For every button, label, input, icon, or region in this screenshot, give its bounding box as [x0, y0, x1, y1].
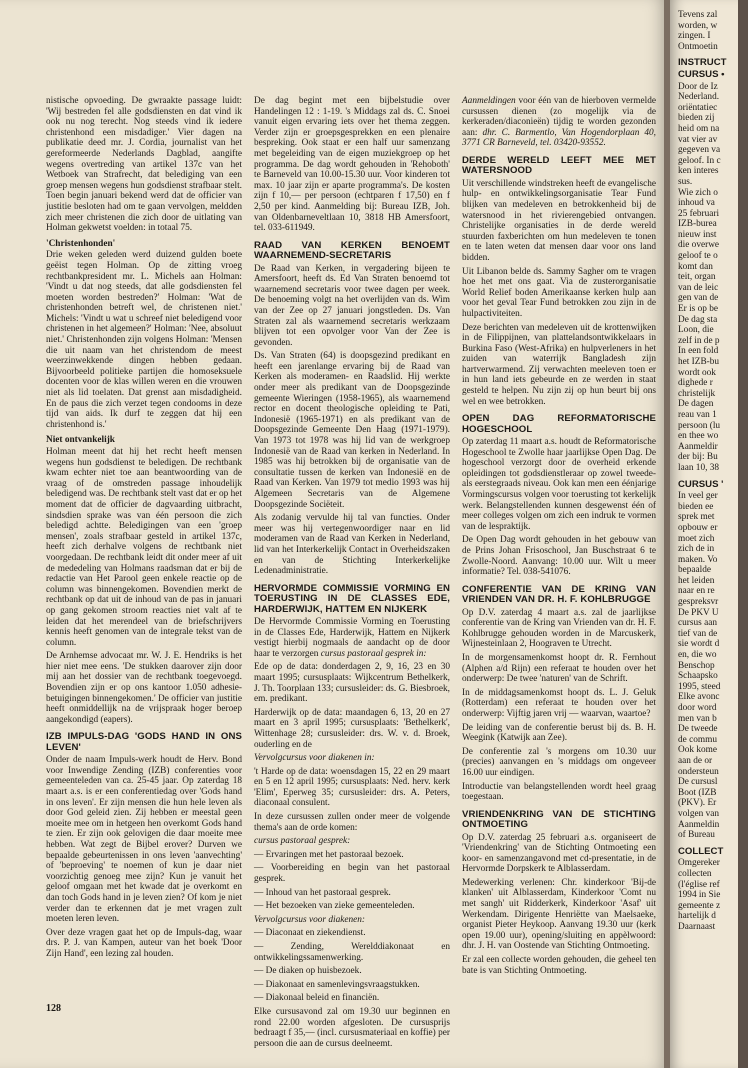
article-paragraph: De leiding van de conferentie berust bij ds. B. H. Weegink (Katwijk aan Zee). [462, 722, 656, 744]
article-paragraph: Onder de naam Impuls-werk houdt de Herv. Bond voor Inwendige Zending (IZB) conferenties voor gemeenteleden van ca. 25-45 jaar. Op zaterdag 18 maart a.s. is er een conferentiedag over 'Gods hand in ons leven'. Er zijn mensen die hun hele leven als door God geleid zien. Zij hebben er meestal geen moeite mee om in hetgeen hen overkomt Gods hand te zien. Er zijn ook gelovigen die daar moeite mee hebben. Wat zegt de Bijbel erover? Durven we bepaalde gebeurtenissen in ons leven 'aanvechting' of 'beproeving' te noemen of kun je daar niet voorzichtig genoeg mee zijn? Kun je vanuit het geloof omgaan met het kwade dat je overkomt en dan toch Gods hand in je leven zien? Of kom je niet verder dan te erkennen dat je met vragen zult moeten leren leven. [46, 755, 242, 925]
line-group [678, 10, 748, 52]
article-paragraph: Uit verschillende windstreken heeft de evangelische hulp- en ontwikkelingsorganisatie Tear Fund blijken van medeleven en betrokkenheid bij de watersnood in het rivierengebied ontvangen. Christelijke organisaties in de derde wereld stuurden faxberichten om hun medeleven te tonen en te laten weten dat mensen daar voor ons land bidden. [462, 178, 656, 263]
article-heading: CURSUS • [678, 68, 725, 80]
article-paragraph: Over deze vragen gaat het op de Impuls-dag, waar drs. P. J. van Kampen, auteur van het boek 'Door Zijn Hand', een lezing zal houden. [46, 927, 242, 959]
article-paragraph: Op D.V. zaterdag 4 maart a.s. zal de jaarlijkse conferentie van de Kring van Vrienden van dr. H. F. Kohlbrugge gehouden worden in de Marcuskerk, Wijnesteinlaan 2, Hoograven te Utrecht. [462, 607, 656, 650]
article-paragraph: De Raad van Kerken, in vergadering bijeen te Amersfoort, heeft ds. Ed Van Straten benoemd tot waarnemend secretaris voor twee dagen per week. De benoeming volgt na het overlijden van ds. Wim van der Zee op 27 januari jongstleden. Ds. Van Straten zal als waarnemend secretaris werkzaam blijven tot een opvolger voor Van der Zee is gevonden. [254, 263, 450, 348]
article-paragraph: In de middagsamenkomst hoopt ds. L. J. Geluk (Rotterdam) een referaat te houden over het onderwerp: Vijftig jaren vrij — waarvan, waartoe? [462, 687, 656, 719]
text-line-fragment: vat vier av [678, 134, 718, 145]
article-paragraph [254, 617, 450, 659]
text-line-fragment: inhoud va [678, 198, 715, 209]
column-2 [254, 96, 450, 1049]
text-line-fragment: worden, w [678, 20, 718, 31]
article-heading: COLLECT [678, 845, 724, 857]
subheading: 'Christenhonden' [46, 238, 116, 249]
article-heading: INSTRUCT [678, 57, 727, 69]
text-line-fragment: teit, organ [678, 272, 716, 283]
text-line-fragment: sie wordt d [678, 639, 720, 650]
line-group [678, 82, 748, 474]
text-line-fragment: tief van de [678, 628, 718, 639]
text-line-fragment: De PKV U [678, 607, 719, 618]
text-line-fragment: geloof. In c [678, 155, 721, 166]
article-paragraph: Holman meent dat hij het recht heeft mensen wegens hun godsdienst te beledigen. De rechtbank kwam echter niet toe aan beantwoording van de vraag of de omstreden passage inhoudelijk beledigend was. De rechtbank stelt vast dat er op het moment dat de officier de dagvaarding uitbracht, sindsdien sprake was van één persoon die zich beledigd achtte. Beledigingen van een 'groep mensen', zoals strafbaar gesteld in artikel 137c, heeft zich derhalve volgens de rechtbank niet voorgedaan. De rechtbank leidt dit onder meer af uit de mededeling van Holmans raadsman dat er bij de redactie van Het Parool geen enkele reactie op de column was binnengekomen. Bovendien merkt de rechtbank op dat uit de inhoud van de pas in januari op gang gekomen stroom reacties niet valt af te leiden dat het merendeel van de briefschrijvers kennis heeft genomen van de integrale tekst van de column. [46, 447, 242, 648]
text-line-fragment: de commu [678, 734, 717, 745]
line-group [678, 491, 748, 841]
text-line-fragment: Aanmeldir [678, 441, 718, 452]
list-heading [254, 836, 450, 847]
text-line-fragment: christelijk [678, 388, 716, 399]
article-paragraph: Drie weken geleden werd duizend gulden boete geëist tegen Holman. Op de zitting vroeg rechtbankpresident mr. L. Michels aan Holman: 'Vindt u dat nog steeds, dat alle godsdiensten fel moeten worden bestreden?' Holman: 'Wat de christenhonden betreft wel, de christenen niet.' Michels: 'Vindt u wat u schreef niet beledigend voor christenen in het algemeen?' Holman: 'Nee, absoluut niet.' Christenhonden zijn volgens Holman: 'Mensen die uit naam van het christendom de meest weerzinwekkende dingen hebben gedaan. Bijvoorbeeld politieke partijen die homoseksuele docenten voor de klas willen weren en die vrouwen niet als lid toelaten. Dat grenst aan misdadigheid. En de paus die zich verzet tegen condooms in deze tijd van aids. Ik durf te zeggen dat hij een christenhond is.' [46, 250, 242, 430]
article-paragraph: Er zal een collecte worden gehouden, die geheel ten bate is van Stichting Ontmoeting. [462, 955, 656, 976]
article-paragraph: Als zodanig vervulde hij tal van functies. Onder meer was hij vertegenwoordiger naar en lid moderamen van de Raad van Kerken in Nederland, lid van het Interkerkelijk Contact in Overheidszaken en van de Stichting Interkerkelijke Ledenadministratie. [254, 513, 450, 577]
article-paragraph: In de morgensamenkomst hoopt dr. R. Fernhout (Alphen a/d Rijn) een referaat te houden over het onderwerp: De twee 'naturen' van de Schrift. [462, 652, 656, 685]
text-line-fragment: aan de or [678, 755, 713, 766]
column-3 [462, 96, 656, 996]
list-heading [254, 915, 450, 926]
article-paragraph: In deze cursussen zullen onder meer de volgende thema's aan de orde komen: [254, 812, 450, 833]
text-line-fragment: Wie zich o [678, 187, 718, 198]
right-page-fragment [670, 0, 738, 1068]
text-line-fragment: Tevens zal [678, 10, 718, 20]
article-paragraph: De dag begint met een bijbelstudie over Handelingen 12 : 1-19. 's Middags zal ds. C. Snoei vanuit eigen ervaring iets over het thema zeggen. Verder zijn er groepsgesprekken en een plenaire bespreking. Ook staat er een half uur samenzang met begeleiding van de eigen muziekgroep op het programma. De dag wordt gehouden in 'Rehoboth' te Barneveld van 10.00-15.30 uur. Voor kinderen tot max. 10 jaar zijn er aparte programma's. De kosten zijn f 10,— per persoon (echtparen f 17,50) en f 2,50 per kind. Aanmelding bij: Bureau IZB, Joh. van Oldenbarneveltlaan 10, 3818 HB Amersfoort, tel. 033-611949. [254, 96, 450, 234]
text-line-fragment: Elke avonc [678, 692, 720, 703]
article-paragraph: Deze berichten van medeleven uit de krottenwijken in de Filippijnen, van plattelandsontwikkelaars in Burkina Faso (West-Afrika) en hulpverleners in het zuiden van waterrijk Bangladesh zijn hartverwarmend. Zij verwachten meeleven toen er in hun land iets gebeurde en ze werden in staat gesteld te helpen. Nu zijn zij op hun beurt bij ons wel en wee betrokken. [462, 322, 656, 407]
text-line-fragment: ken interes [678, 166, 719, 177]
text-line-fragment: van de leic [678, 282, 719, 293]
text-line-fragment: men van b [678, 713, 717, 724]
article-paragraph: Harderwijk op de data: maandagen 6, 13, 20 en 27 maart en 3 april 1995; cursusplaats: 'Bethelkerk', Wittenhage 28; cursusleider: drs. W. v. d. Broek, ouderling en de [254, 707, 450, 750]
emphasis: cursus pastoraal gesprek: [254, 836, 351, 847]
text-line-fragment: Ontmoetin [678, 41, 718, 52]
text-line-fragment: bieden ee [678, 501, 714, 512]
list-item: — Het bezoeken van zieke gemeenteleden. [254, 901, 415, 912]
text-line-fragment: der bij: Bu [678, 452, 718, 463]
article-paragraph [462, 96, 656, 149]
text-line-fragment: oriëntatiec [678, 102, 718, 113]
article-paragraph: Ds. Van Straten (64) is doopsgezind predikant en heeft een jarenlange ervaring bij de Raad van Kerken als moderamen- en Raadslid. Hij werkte onder meer als predikant van de Doopsgezinde gemeente Wieringen (1958-1965), als waarnemend rector en docent theologische opleiding te Pati, Indonesië (1965-1971) en als predikant van de Doopsgezinde Gemeente Den Haag (1971-1979). Van 1973 tot 1978 was hij lid van de werkgroep Indonesië van de Raad van kerken in Nederland. In 1985 was hij betrokken bij de organisatie van de consultatie tussen de kerken van Indonesië en de Raad van Kerken. Van 1979 tot medio 1993 was hij Algemeen Secretaris van de Algemene Doopsgezinde Sociëteit. [254, 351, 450, 510]
text-line-fragment: De tweede [678, 724, 718, 735]
text-line-fragment: De cursusl [678, 777, 718, 788]
article-paragraph: Op D.V. zaterdag 25 februari a.s. organiseert de 'Vriendenkring' van de Stichting Ontmoeting een koor- en samenzangavond met cd-presentatie, in de Hervormde Dorpskerk te Alblasserdam. [462, 832, 656, 875]
text-line-fragment: laan 10, 38 [678, 462, 720, 473]
text-line-fragment: cursus aan [678, 618, 717, 629]
list-item: — Inhoud van het pastoraal gesprek. [254, 887, 391, 898]
text-line-fragment: 1995, steed [678, 681, 721, 692]
article-paragraph: nistische opvoeding. De gwraakte passage luidt: 'Wij bestreden fel alle godsdiensten en dat vind ik ook nu nog terecht. Nog steeds vind ik iedere christenhond een misdadiger.' Vier dagen na publikatie deed mr. J. Cordia, journalist van het gereformeerde Nederlands Dagblad, aangifte wegens overtreding van artikel 137c van het Wetboek van Strafrecht, dat belediging van een groep mensen wegens hun godsdienst strafbaar stelt. Toen begin januari bekend werd dat de officier van justitie besloten had om te gaan vervolgen, meldden zich meer christenen die zich door de uitlating van Holman gekwetst voelden: in totaal 75. [46, 96, 242, 234]
text-line-fragment: De dag sta [678, 314, 718, 325]
text-line-fragment: Aanmeldin [678, 819, 720, 830]
text-line-fragment: geloof te o [678, 251, 718, 262]
text-line-fragment: 25 februari [678, 208, 720, 219]
text-line-fragment: Boot (IZB [678, 787, 717, 798]
article-paragraph: De Open Dag wordt gehouden in het gebouw van de Prins Johan Frisoschool, Jan Buschstraat 6 te Zwolle-Noord. Aanvang: 10.00 uur. Wilt u meer informatie? Tel. 038-541076. [462, 535, 656, 578]
article-paragraph: Introductie van belangstellenden wordt heel graag toegestaan. [462, 781, 656, 803]
text-line-fragment: en, die wo [678, 650, 717, 661]
text-line-fragment: gespreksvr [678, 597, 719, 608]
text-line-fragment: opbouw er [678, 522, 718, 533]
text-line-fragment: volgen van [678, 808, 720, 819]
text-line-fragment: Ook kome [678, 745, 717, 756]
text-line-fragment: dighede r [678, 378, 713, 389]
article-heading: DERDE WERELD LEEFT MEE MET WATERSNOOD [462, 154, 656, 177]
text-line-fragment: Omgereker [678, 858, 720, 869]
text-line-fragment: (PKV). Er [678, 798, 717, 809]
right-column-fragment [678, 10, 748, 932]
text-run: De Hervormde Commissie Vorming en Toerusting in de Classes Ede, Harderwijk, Hattem en Nijkerk vestigt hierbij nogmaals de aandacht op de door haar te verzorgen [254, 616, 450, 659]
article-paragraph: Elke cursusavond zal om 19.30 uur beginnen en rond 22.00 worden afgesloten. De cursusprijs bedraagt f 35,— (incl. cursusmateriaal en koffie) per persoon die aan de cursus deelneemt. [254, 1006, 450, 1049]
article-heading: IZB IMPULS-DAG 'GODS HAND IN ONS LEVEN' [46, 731, 242, 753]
text-line-fragment: heid om na [678, 123, 720, 134]
text-line-fragment: collecten [678, 868, 712, 879]
text-line-fragment: of Bureau [678, 830, 715, 841]
text-line-fragment: In een fold [678, 346, 719, 357]
text-line-fragment: Er is op be [678, 304, 719, 315]
text-line-fragment: Benschop [678, 660, 715, 671]
list-item: — De diaken op huisbezoek. [254, 966, 362, 977]
subheading: Niet ontvankelijk [46, 435, 115, 446]
article-paragraph: Medewerking verlenen: Chr. kinderkoor 'Bij-de klanken' uit Alblasserdam, Kinderkoor 'Comt nu met sangh' uit Ridderkerk, Kinderkoor 'Asaf' uit Werkendam. Dirigente Henriëtte van Maelsaeke, organist Pieter Heykoop. Aanvang 19.30 uur (kerk open 19.00 uur), opening/sluiting en appèlwoord: dhr. J. H. van Oostende van Stichting Ontmoeting. [462, 877, 656, 952]
text-line-fragment: het leiden [678, 575, 715, 586]
text-run: voor één van de hierboven vermelde cursussen dienen (zo mogelijk via de kerkeraden/diaconieën) tijdig te worden gezonden aan: [462, 96, 656, 138]
text-line-fragment: naar en re [678, 586, 715, 597]
text-line-fragment: bepaalde [678, 565, 712, 576]
emphasis: dhr. C. Barmentlo, Van Hogendorplaan 40, 3771 CR Barneveld, tel. 03420-93552. [462, 127, 657, 149]
text-line-fragment: Door de Iz [678, 81, 718, 92]
text-line-fragment: gegeven va [678, 145, 721, 156]
emphasis: Vervolgcursus voor diakenen in: [254, 753, 375, 764]
article-paragraph: De conferentie zal 's morgens om 10.30 uur (precies) aanvangen en 's middags om ongeveer 16.00 uur eindigen. [462, 746, 656, 778]
text-line-fragment: wordt ook [678, 367, 716, 378]
text-line-fragment: 1994 in Sie [678, 890, 721, 901]
list-item: — Ervaringen met het pastoraal bezoek. [254, 849, 404, 860]
text-line-fragment: het IZB-bu [678, 357, 720, 367]
text-line-fragment: en thee wo [678, 431, 719, 442]
article-paragraph [254, 753, 450, 764]
text-line-fragment: De dagen [678, 399, 714, 410]
article-paragraph: Op zaterdag 11 maart a.s. houdt de Reformatorische Hogeschool te Zwolle haar jaarlijkse Open Dag. De hogeschool verzorgt door de overheid erkende opleidingen tot godsdienstleraar op zowel tweede- als eerstegraads niveau. Ook kan men een éénjarige Vormingscursus volgen voor toerusting tot kerkelijk werk. Belangstellenden kunnen desgewenst één of meer colleges volgen om zich een indruk te vormen van de lespraktijk. [462, 437, 656, 532]
text-line-fragment: nieuw inst [678, 229, 717, 240]
text-line-fragment: persoon (lu [678, 420, 721, 431]
text-line-fragment: hartelijk d [678, 911, 716, 922]
article-paragraph: Uit Libanon belde ds. Sammy Sagher om te vragen hoe het met ons gaat. Via de zusterorganisatie World Relief boden Amerikaanse kerken hulp aan voor het geval Tear Fund betrokken zou zijn in de hulpactiviteiten. [462, 266, 656, 319]
text-line-fragment: Schaapsko [678, 671, 718, 682]
text-line-fragment: IZB-burea [678, 219, 717, 230]
article-paragraph: De Arnhemse advocaat mr. W. J. E. Hendriks is het hier niet mee eens. 'De stukken daarover zijn door mij aan het dossier van de rechtbank toegevoegd. Bovendien zijn er op ons kantoor 1.050 adhesie-betuigingen binnengekomen.' De officier van justitie heeft onmiddellijk na de vrijspraak hoger beroep aangekondigd (eapers). [46, 651, 242, 725]
text-line-fragment: moet zich [678, 533, 715, 544]
text-line-fragment: (l'église ref [678, 879, 720, 890]
article-paragraph: 't Harde op de data: woensdagen 15, 22 en 29 maart en 5 en 12 april 1995; cursusplaats: Ned. herv. kerk 'Elim', Eperweg 35; cursusleider: drs. A. Peters, diaconaal consulent. [254, 766, 450, 809]
article-heading: OPEN DAG REFORMATORISCHE HOGESCHOOL [462, 413, 656, 435]
text-line-fragment: sprek met [678, 512, 715, 523]
list-item: — Voorbereiding en begin van het pastoraal gesprek. [254, 863, 450, 885]
text-line-fragment: ondersteun [678, 766, 719, 777]
text-line-fragment: maken. Vo [678, 554, 718, 565]
text-line-fragment: die overwe [678, 240, 720, 251]
article-paragraph: Ede op de data: donderdagen 2, 9, 16, 23 en 30 maart 1995; cursusplaats: Wijkcentrum Bethelkerk, J. Th. Toorplaan 133; cursusleider: ds. G. Biesbroek, em. predikant. [254, 662, 450, 705]
column-1 [46, 96, 242, 996]
list-item: — Zending, Werelddiakonaat en ontwikkelingssamenwerking. [254, 942, 450, 963]
text-line-fragment: bieden zij [678, 113, 715, 124]
emphasis: Vervolgcursus voor diakenen: [254, 914, 366, 925]
article-heading: HERVORMDE COMMISSIE VORMING EN TOERUSTING IN DE CLASSES EDE, HARDERWIJK, HATTEM EN NIJKERK [254, 582, 450, 615]
list-item: — Diakonaat en samenlevingsvraagstukken. [254, 979, 420, 990]
article-heading: RAAD VAN KERKEN BENOEMT WAARNEMEND-SECRETARIS [254, 239, 450, 262]
text-line-fragment: zich de in [678, 544, 715, 555]
text-line-fragment: Daarnaast [678, 921, 716, 932]
text-line-fragment: zelf in de p [678, 335, 720, 346]
line-group [678, 858, 748, 932]
text-line-fragment: sus. [678, 176, 693, 187]
text-line-fragment: zingen. I [678, 31, 711, 42]
list-item: — Diaconaat en ziekendienst. [254, 928, 366, 939]
text-line-fragment: Nederland. [678, 92, 720, 103]
text-line-fragment: reau van 1 [678, 409, 717, 420]
text-line-fragment: door word [678, 703, 717, 713]
emphasis: cursus pastoraal gesprek in: [320, 648, 427, 659]
text-line-fragment: gen van de [678, 293, 719, 304]
page-number: 128 [46, 1003, 61, 1014]
text-line-fragment: komt dan [678, 261, 713, 272]
article-heading: CONFERENTIE VAN DE KRING VAN VRIENDEN VAN DR. H. F. KOHLBRUGGE [462, 583, 656, 606]
emphasis: Aanmeldingen [462, 96, 516, 106]
text-line-fragment: gemeente z [678, 900, 721, 911]
text-line-fragment: Loon, die [678, 325, 714, 336]
article-heading: VRIENDENKRING VAN DE STICHTING ONTMOETING [462, 808, 656, 831]
text-line-fragment: In veel ger [678, 491, 718, 502]
article-heading: CURSUS ' [678, 478, 724, 490]
list-item: — Diakonaal beleid en financiën. [254, 993, 380, 1004]
